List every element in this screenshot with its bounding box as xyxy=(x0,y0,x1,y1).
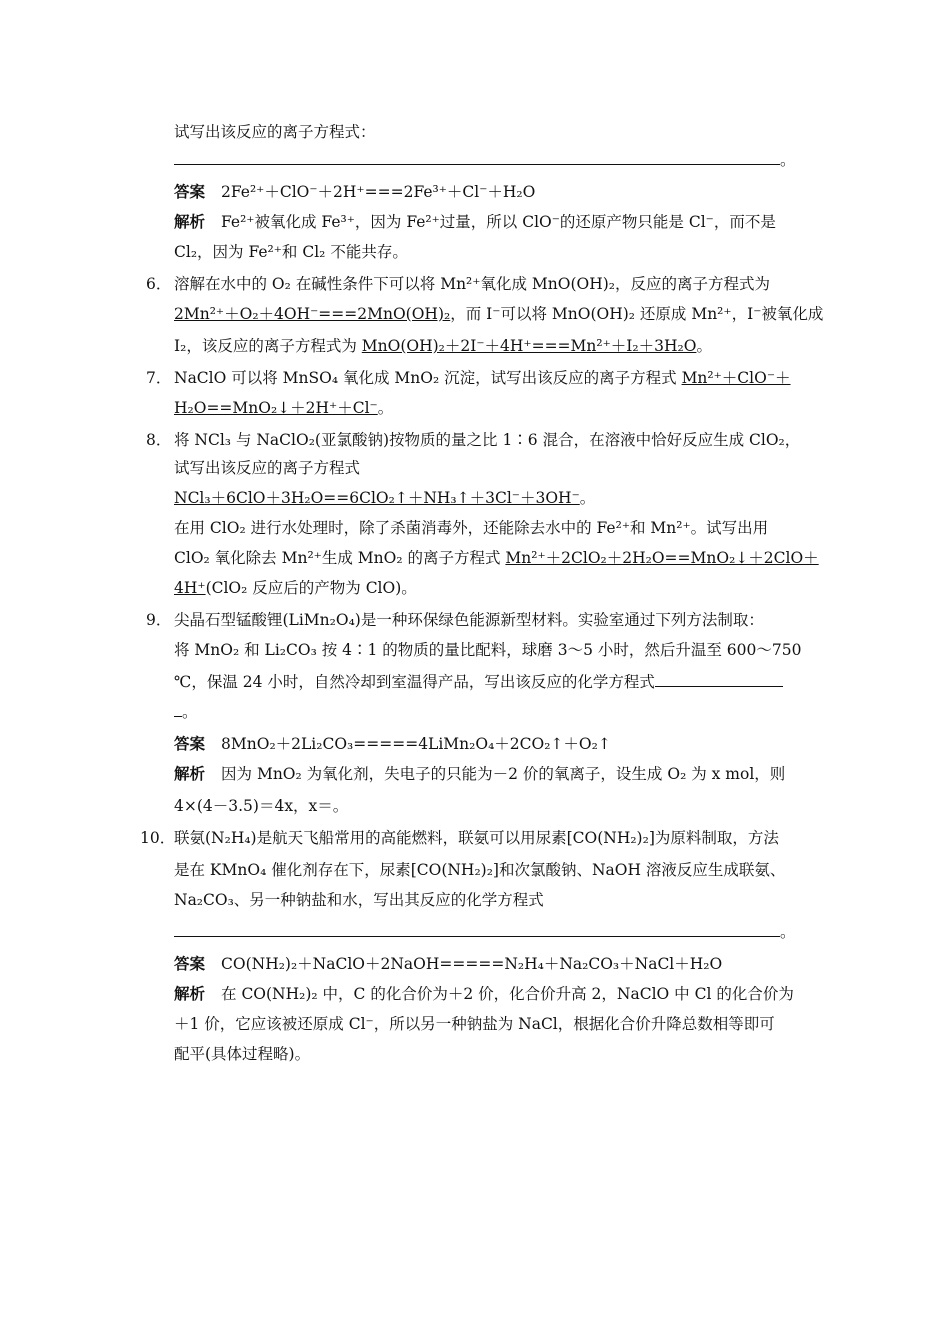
q7-answer: Mn²⁺＋ClO⁻＋ xyxy=(681,369,791,387)
q7-line1 xyxy=(174,368,791,388)
q7-number: 7． xyxy=(146,369,172,387)
q9-line4 xyxy=(174,702,198,722)
period: 。 xyxy=(780,923,796,941)
q6-text: I₂，该反应的离子方程式为 xyxy=(174,337,362,355)
q9-line2: 将 MnO₂ 和 Li₂CO₃ 按 4∶1 的物质的量比配料，球磨 3～5 小时，然后升温至 600～750 xyxy=(174,641,802,659)
q9-line3 xyxy=(174,672,783,692)
answer-text: 8MnO₂＋2Li₂CO₃=====4LiMn₂O₄＋2CO₂↑＋O₂↑ xyxy=(221,735,611,753)
q6-number: 6． xyxy=(146,275,172,293)
q8-line4: 在用 ClO₂ 进行水处理时，除了杀菌消毒外，还能除去水中的 Fe²⁺和 Mn²⁺。试写出用 xyxy=(174,519,769,537)
q8-answer-2-cont: 4H⁺ xyxy=(174,579,206,597)
q10-line2: 是在 KMnO₄ 催化剂存在下，尿素[CO(NH₂)₂]和次氯酸钠、NaOH 溶液反应生成联氨、 xyxy=(174,861,786,879)
period: 。 xyxy=(182,703,198,721)
blank-line xyxy=(174,702,182,717)
q10-answer-blank xyxy=(174,922,796,942)
q8-text: ClO₂ 氧化除去 Mn²⁺生成 MnO₂ 的离子方程式 xyxy=(174,549,506,567)
q8-line5 xyxy=(174,548,819,568)
q8-line1: 将 NCl₃ 与 NaClO₂(亚氯酸钠)按物质的量之比 1∶6 混合，在溶液中恰好反应生成 ClO₂， xyxy=(174,431,801,449)
q5-answer-blank xyxy=(174,150,796,170)
q8-line6 xyxy=(174,578,417,598)
q9-text: ℃，保温 24 小时，自然冷却到室温得产品，写出该反应的化学方程式 xyxy=(174,673,655,691)
q9-analysis-cont: 4×(4－3.5)＝4x，x＝。 xyxy=(174,797,349,815)
period: 。 xyxy=(377,399,394,417)
answer-text: 2Fe²⁺＋ClO⁻＋2H⁺===2Fe³⁺＋Cl⁻＋H₂O xyxy=(221,183,536,201)
period: 。 xyxy=(579,489,596,507)
q7-text: NaClO 可以将 MnSO₄ 氧化成 MnO₂ 沉淀，试写出该反应的离子方程式 xyxy=(174,369,682,387)
q7-answer-cont: H₂O==MnO₂↓＋2H⁺＋Cl⁻ xyxy=(174,399,378,417)
q6-answer-2: MnO(OH)₂＋2I⁻＋4H⁺===Mn²⁺＋I₂＋3H₂O xyxy=(361,337,697,355)
q9-answer xyxy=(174,734,611,754)
q7-line2 xyxy=(174,398,393,418)
analysis-text: 因为 MnO₂ 为氧化剂，失电子的只能为－2 价的氧离子，设生成 O₂ 为 x mol，则 xyxy=(221,765,786,783)
blank-line xyxy=(174,922,780,937)
answer-label: 答案 xyxy=(174,735,206,753)
q8-number: 8． xyxy=(146,431,172,449)
q8-text: (ClO₂ 反应后的产物为 ClO)。 xyxy=(205,579,417,597)
q10-analysis xyxy=(174,984,794,1004)
q10-number: 10． xyxy=(140,829,176,847)
q9-number: 9． xyxy=(146,611,172,629)
period: 。 xyxy=(780,151,796,169)
q5-analysis-cont: Cl₂，因为 Fe²⁺和 Cl₂ 不能共存。 xyxy=(174,243,408,261)
q8-line3 xyxy=(174,488,595,508)
q5-analysis xyxy=(174,212,776,232)
q10-line3: Na₂CO₃、另一种钠盐和水，写出其反应的化学方程式 xyxy=(174,891,544,909)
q6-line1: 溶解在水中的 O₂ 在碱性条件下可以将 Mn²⁺氧化成 MnO(OH)₂，反应的离子方程式为 xyxy=(174,275,770,293)
answer-label: 答案 xyxy=(174,955,206,973)
analysis-label: 解析 xyxy=(174,985,206,1003)
q8-line2: 试写出该反应的离子方程式 xyxy=(174,459,361,477)
q9-analysis xyxy=(174,764,785,784)
q10-analysis-cont-1: ＋1 价，它应该被还原成 Cl⁻，所以另一种钠盐为 NaCl，根据化合价升降总数相等即可 xyxy=(174,1015,775,1033)
answer-text: CO(NH₂)₂＋NaClO＋2NaOH=====N₂H₄＋Na₂CO₃＋NaCl＋H₂O xyxy=(221,955,723,973)
q6-text: ，而 I⁻可以将 MnO(OH)₂ 还原成 Mn²⁺，I⁻被氧化成 xyxy=(450,305,824,323)
q10-analysis-cont-2: 配平(具体过程略)。 xyxy=(174,1045,311,1063)
q8-answer-2: Mn²⁺＋2ClO₂＋2H₂O==MnO₂↓＋2ClO＋ xyxy=(505,549,819,567)
answer-label: 答案 xyxy=(174,183,206,201)
q6-line2 xyxy=(174,304,823,324)
analysis-label: 解析 xyxy=(174,765,206,783)
analysis-label: 解析 xyxy=(174,213,206,231)
q6-line3 xyxy=(174,336,712,356)
blank-line xyxy=(174,150,780,165)
q8-answer-1: NCl₃＋6ClO＋3H₂O==6ClO₂↑＋NH₃↑＋3Cl⁻＋3OH⁻ xyxy=(174,489,580,507)
q6-answer-1: 2Mn²⁺＋O₂＋4OH⁻===2MnO(OH)₂ xyxy=(174,305,451,323)
q5-answer xyxy=(174,182,535,202)
blank-line xyxy=(655,672,783,687)
q5-prompt: 试写出该反应的离子方程式： xyxy=(174,123,376,141)
analysis-text: Fe²⁺被氧化成 Fe³⁺，因为 Fe²⁺过量，所以 ClO⁻的还原产物只能是 Cl⁻，而不是 xyxy=(221,213,776,231)
period: 。 xyxy=(696,337,712,355)
q9-line1: 尖晶石型锰酸锂(LiMn₂O₄)是一种环保绿色能源新型材料。实验室通过下列方法制取： xyxy=(174,611,764,629)
q10-line1: 联氨(N₂H₄)是航天飞船常用的高能燃料，联氨可以用尿素[CO(NH₂)₂]为原料制取，方法 xyxy=(174,829,779,847)
q10-answer xyxy=(174,954,722,974)
analysis-text: 在 CO(NH₂)₂ 中，C 的化合价为＋2 价，化合价升高 2，NaClO 中 Cl 的化合价为 xyxy=(221,985,794,1003)
